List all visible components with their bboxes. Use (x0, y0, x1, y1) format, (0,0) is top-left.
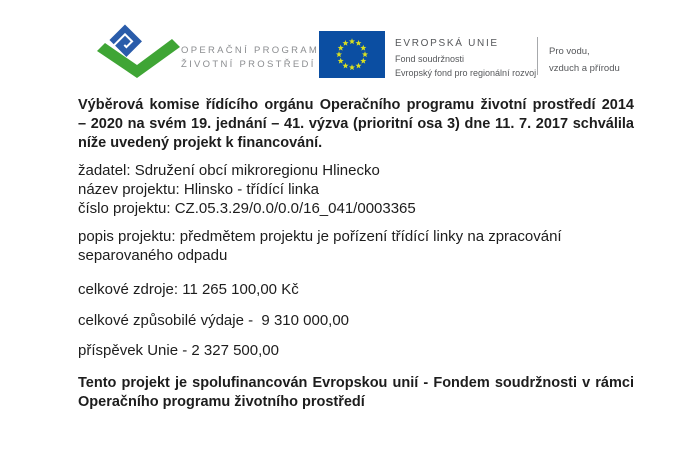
opzp-logo-icon (95, 20, 185, 82)
description-line: popis projektu: předmětem projektu je pořízení třídící linky na zpracování (78, 228, 562, 245)
motto-line1: Pro vodu, (549, 46, 590, 57)
cofinancing-paragraph (78, 374, 634, 412)
eu-funds-text (395, 37, 536, 80)
eu-flag-icon (319, 31, 385, 78)
project-description (78, 227, 634, 265)
project-number-line: číslo projektu: CZ.05.3.29/0.0/0.0/16_041/0003365 (78, 200, 416, 217)
intro-paragraph (78, 96, 634, 153)
intro-line: Výběrová komise řídícího orgánu Operačního programu životní prostředí 2014 (78, 97, 634, 113)
opzp-program-line2: ŽIVOTNÍ PROSTŘEDÍ (181, 58, 316, 70)
motto-text (549, 43, 620, 77)
applicant-line: žadatel: Sdružení obcí mikroregionu Hlinecko (78, 162, 380, 179)
total-resources-line: celkové zdroje: 11 265 100,00 Kč (78, 281, 299, 298)
project-details (78, 161, 634, 218)
description-line: separovaného odpadu (78, 247, 228, 264)
eu-union-label: EVROPSKÁ UNIE (395, 38, 499, 49)
project-name-line: název projektu: Hlinsko - třídící linka (78, 181, 319, 198)
opzp-program-name (181, 44, 319, 71)
eu-contribution-line: příspěvek Unie - 2 327 500,00 (78, 342, 279, 359)
eu-regional-fund-label: Evropský fond pro regionální rozvoj (395, 68, 537, 78)
motto-line2: vzduch a přírodu (549, 63, 620, 74)
intro-line: níže uvedený projekt k financování. (78, 135, 323, 151)
eligible-expenses-line: celkové způsobilé výdaje - 9 310 000,00 (78, 312, 350, 329)
header-divider (537, 37, 538, 75)
opzp-program-line1: OPERAČNÍ PROGRAM (181, 45, 320, 56)
cofinancing-line: Operačního programu životního prostředí (78, 394, 365, 410)
eu-cohesion-fund-label: Fond soudržnosti (395, 54, 465, 64)
intro-line: – 2020 na svém 19. jednání – 41. výzva (prioritní osa 3) dne 11. 7. 2017 schválila (78, 116, 634, 132)
cofinancing-line: Tento projekt je spolufinancován Evropskou unií - Fondem soudržnosti v rámci (78, 375, 634, 391)
document-body (78, 96, 634, 412)
